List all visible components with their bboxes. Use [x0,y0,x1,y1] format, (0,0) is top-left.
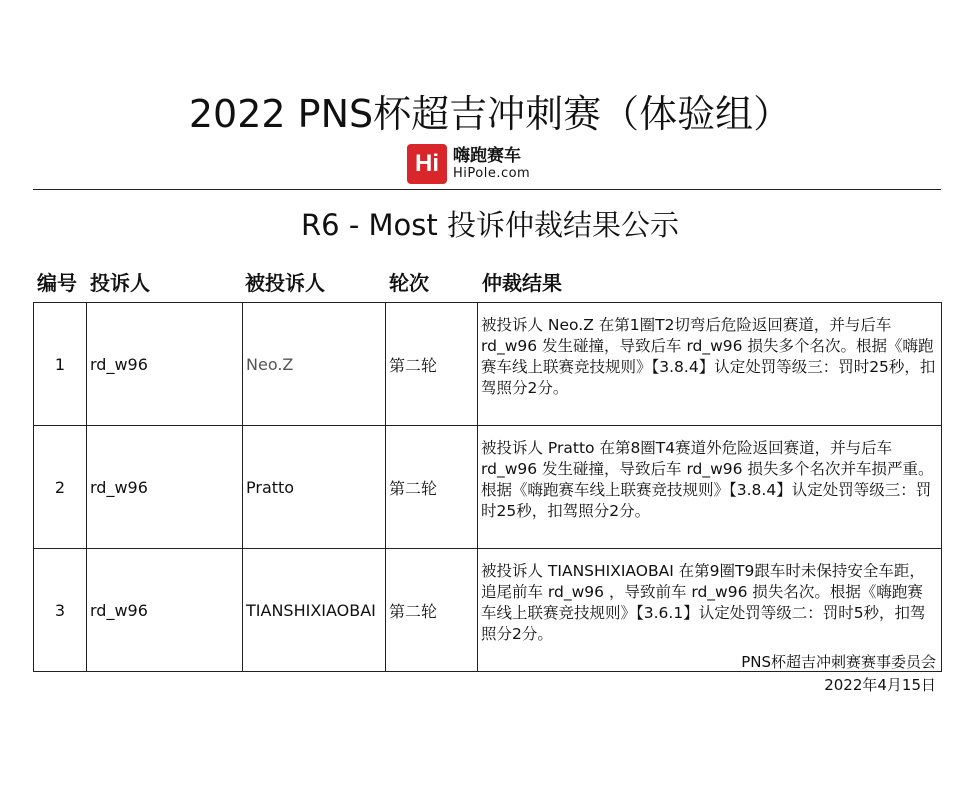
row-round: 第二轮 [386,426,478,549]
row-no: 2 [34,426,87,549]
row-respondent: TIANSHIXIAOBAI [243,549,386,672]
row-round: 第二轮 [386,549,478,672]
footer-date: 2022年4月15日 [824,676,936,694]
row-no: 3 [34,549,87,672]
row-ruling: 被投诉人 Neo.Z 在第1圈T2切弯后危险返回赛道，并与后车 rd_w96 发生碰撞，导致后车 rd_w96 损失多个名次。根据《嗨跑赛车线上联赛竞技规则》【3.8.4】认定处罚等级三：罚时25秒，扣驾照分2分。 [478,303,942,426]
header-round: 轮次 [389,271,429,295]
divider [33,189,941,190]
logo-name-cn: 嗨跑赛车 [453,146,521,166]
header-complainant: 投诉人 [90,271,150,295]
header-no: 编号 [37,271,77,295]
row-respondent: Neo.Z [243,303,386,426]
logo-name-en: HiPole.com [453,166,531,181]
row-respondent: Pratto [243,426,386,549]
notice-subtitle: R6 - Most 投诉仲裁结果公示 [301,208,679,242]
page-title: 2022 PNS杯超吉冲刺赛（体验组） [188,92,792,136]
rulings-table [33,302,942,672]
row-complainant: rd_w96 [87,303,243,426]
hipole-logo-icon: Hi [407,144,447,184]
row-ruling: 被投诉人 TIANSHIXIAOBAI 在第9圈T9跟车时未保持安全车距，追尾前车 rd_w96 ，导致前车 rd_w96 损失名次。根据《嗨跑赛车线上联赛竞技规则》【3.6.1】认定处罚等级二：罚时5秒，扣驾照分2分。 [478,549,942,672]
row-complainant: rd_w96 [87,426,243,549]
logo-text [453,146,530,182]
table-row [34,426,942,549]
row-ruling: 被投诉人 Pratto 在第8圈T4赛道外危险返回赛道，并与后车 rd_w96 发生碰撞，导致后车 rd_w96 损失多个名次并车损严重。根据《嗨跑赛车线上联赛竞技规则》【3.8.4】认定处罚等级三：罚时25秒，扣驾照分2分。 [478,426,942,549]
row-round: 第二轮 [386,303,478,426]
footer-organizer: PNS杯超吉冲刺赛赛事委员会 [741,653,936,671]
row-no: 1 [34,303,87,426]
header-ruling: 仲裁结果 [482,271,562,295]
table-row [34,303,942,426]
row-complainant: rd_w96 [87,549,243,672]
header-respondent: 被投诉人 [245,271,325,295]
hipole-logo [407,143,530,185]
